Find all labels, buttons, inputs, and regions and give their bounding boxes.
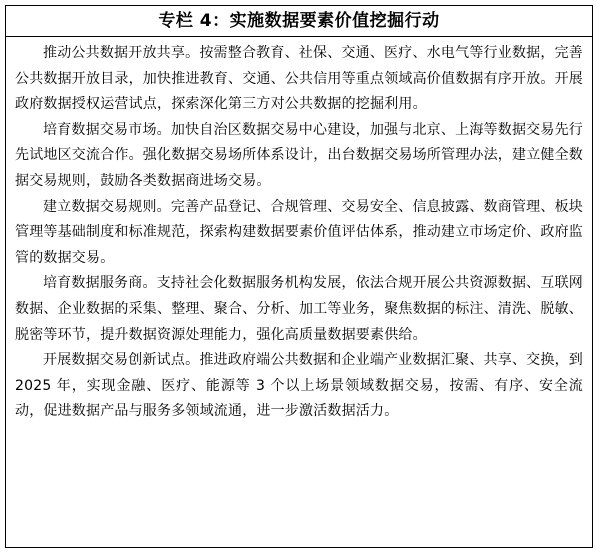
sidebar-box — [5, 5, 593, 548]
paragraph-data-service-providers: 培育数据服务商。支持社会化数据服务机构发展，依法合规开展公共资源数据、互联网数据、企业数据的采集、整理、聚合、分析、加工等业务，聚焦数据的标注、清洗、脱敏、脱密等环节，提升数据资源处理能力，强化高质量数据要素供给。 — [15, 275, 583, 343]
paragraph-data-trading-market: 培育数据交易市场。加快自治区数据交易中心建设，加强与北京、上海等数据交易先行先试地区交流合作。强化数据交易场所体系设计，出台数据交易场所管理办法，建立健全数据交易规则，鼓励各类数据商进场交易。 — [15, 121, 583, 189]
paragraph-data-trading-rules: 建立数据交易规则。完善产品登记、合规管理、交易安全、信息披露、数商管理、板块管理等基础制度和标准规范，探索构建数据要素价值评估体系，推动建立市场定价、政府监管的数据交易。 — [15, 198, 583, 266]
box-content — [6, 37, 592, 425]
paragraph-data-trading-pilot: 开展数据交易创新试点。推进政府端公共数据和企业端产业数据汇聚、共享、交换，到 2025 年，实现金融、医疗、能源等 3 个以上场景领域数据交易，按需、有序、安全流动，促进数据产品与服务多领域流通，进一步激活数据活力。 — [15, 352, 583, 420]
box-title: 专栏 4：实施数据要素价值挖掘行动 — [6, 6, 592, 37]
paragraph-public-data-sharing: 推动公共数据开放共享。按需整合教育、社保、交通、医疗、水电气等行业数据，完善公共数据开放目录，加快推进教育、交通、公共信用等重点领域高价值数据有序开放。开展政府数据授权运营试点，探索深化第三方对公共数据的挖掘利用。 — [15, 45, 583, 113]
